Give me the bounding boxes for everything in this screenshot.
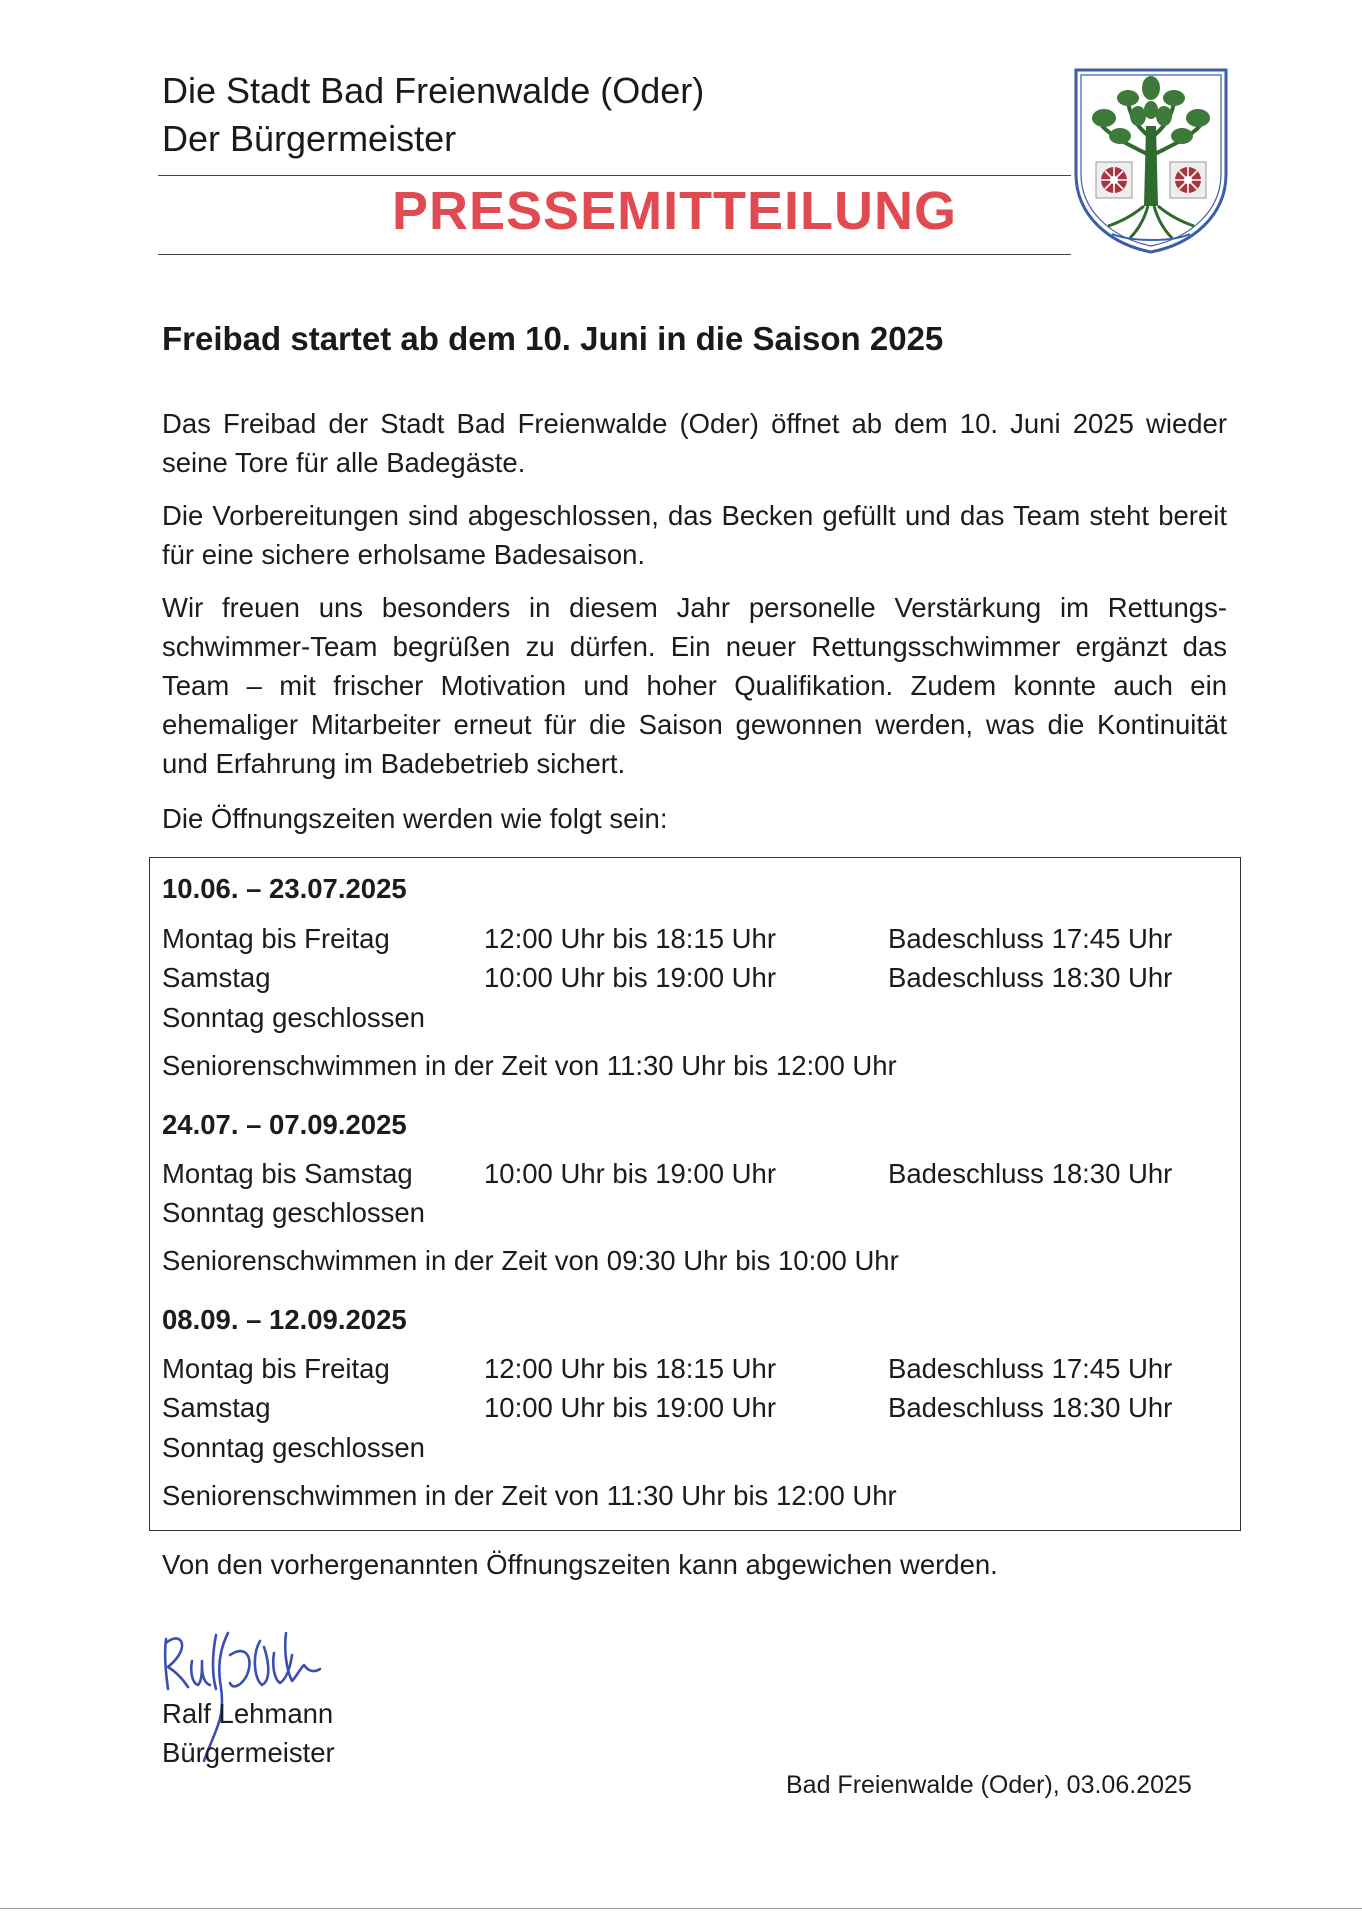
period-3-row-2-time: 10:00 Uhr bis 19:00 Uhr: [484, 1392, 776, 1423]
period-1-row-1-close: Badeschluss 17:45 Uhr: [888, 923, 1173, 954]
period-1-row-2-day: Samstag: [162, 962, 271, 993]
city-name: Die Stadt Bad Freienwalde (Oder): [162, 70, 705, 111]
period-2-row-1-close: Badeschluss 18:30 Uhr: [888, 1158, 1173, 1189]
period-1-closed: Sonntag geschlossen: [162, 1002, 425, 1033]
period-2-senior: Seniorenschwimmen in der Zeit von 09:30 Uhr bis 10:00 Uhr: [162, 1245, 899, 1276]
place-and-date: Bad Freienwalde (Oder), 03.06.2025: [786, 1771, 1192, 1799]
period-3-row-2-close: Badeschluss 18:30 Uhr: [888, 1392, 1173, 1423]
period-3-closed: Sonntag geschlossen: [162, 1432, 425, 1463]
period-2-row-1-day: Montag bis Samstag: [162, 1158, 413, 1189]
page-bottom-edge: [0, 1908, 1362, 1909]
period-3-row-1-time: 12:00 Uhr bis 18:15 Uhr: [484, 1353, 776, 1384]
header-rule-bottom: [158, 254, 1071, 255]
paragraph-preparations: Die Vorbereitungen sind abgeschlossen, das Becken gefüllt und das Team steht bereit für eine sichere erholsame Badesaison.: [162, 500, 1227, 570]
deviation-note: Von den vorhergenannten Öffnungszeiten kann abgewichen werden.: [162, 1549, 998, 1580]
period-3-row-2-day: Samstag: [162, 1392, 271, 1423]
headline: Freibad startet ab dem 10. Juni in die Saison 2025: [162, 320, 944, 357]
period-1-row-1-day: Montag bis Freitag: [162, 923, 390, 954]
period-3-senior: Seniorenschwimmen in der Zeit von 11:30 Uhr bis 12:00 Uhr: [162, 1480, 897, 1511]
signatory-name: Ralf Lehmann: [162, 1698, 334, 1729]
period-1-heading: 10.06. – 23.07.2025: [162, 873, 407, 904]
period-1-row-2-time: 10:00 Uhr bis 19:00 Uhr: [484, 962, 776, 993]
period-1-senior: Seniorenschwimmen in der Zeit von 11:30 Uhr bis 12:00 Uhr: [162, 1050, 897, 1081]
period-1-row-1-time: 12:00 Uhr bis 18:15 Uhr: [484, 923, 776, 954]
opening-hours-table: [149, 857, 1241, 1531]
paragraph-team: Wir freuen uns besonders in diesem Jahr personelle Verstärkung im Rettungs-schwimmer-Team begrüßen zu dürfen. Ein neuer Rettungsschwimmer ergänzt das Team – mit frischer Motivation und hoher Qualifikation. Zudem konnte auch ein ehemaliger Mitarbeiter erneut für die Saison gewonnen werden, was die Kontinuität und Erfahrung im Badebetrieb sichert.: [162, 592, 1227, 779]
period-3-row-1-close: Badeschluss 17:45 Uhr: [888, 1353, 1173, 1384]
period-2-row-1-time: 10:00 Uhr bis 19:00 Uhr: [484, 1158, 776, 1189]
paragraph-opening: Das Freibad der Stadt Bad Freienwalde (Oder) öffnet ab dem 10. Juni 2025 wieder seine Tore für alle Badegäste.: [162, 408, 1227, 478]
signatory-title: Bürgermeister: [162, 1737, 335, 1768]
paragraph-hours-intro: Die Öffnungszeiten werden wie folgt sein:: [162, 803, 668, 834]
period-2-closed: Sonntag geschlossen: [162, 1197, 425, 1228]
period-2-heading: 24.07. – 07.09.2025: [162, 1109, 407, 1140]
header-rule-top: [158, 175, 1071, 176]
period-3-row-1-day: Montag bis Freitag: [162, 1353, 390, 1384]
period-1-row-2-close: Badeschluss 18:30 Uhr: [888, 962, 1173, 993]
coat-of-arms-icon: [1072, 66, 1230, 256]
period-3-heading: 08.09. – 12.09.2025: [162, 1304, 407, 1335]
press-release-label: PRESSEMITTEILUNG: [392, 181, 958, 241]
office-title: Der Bürgermeister: [162, 118, 457, 159]
